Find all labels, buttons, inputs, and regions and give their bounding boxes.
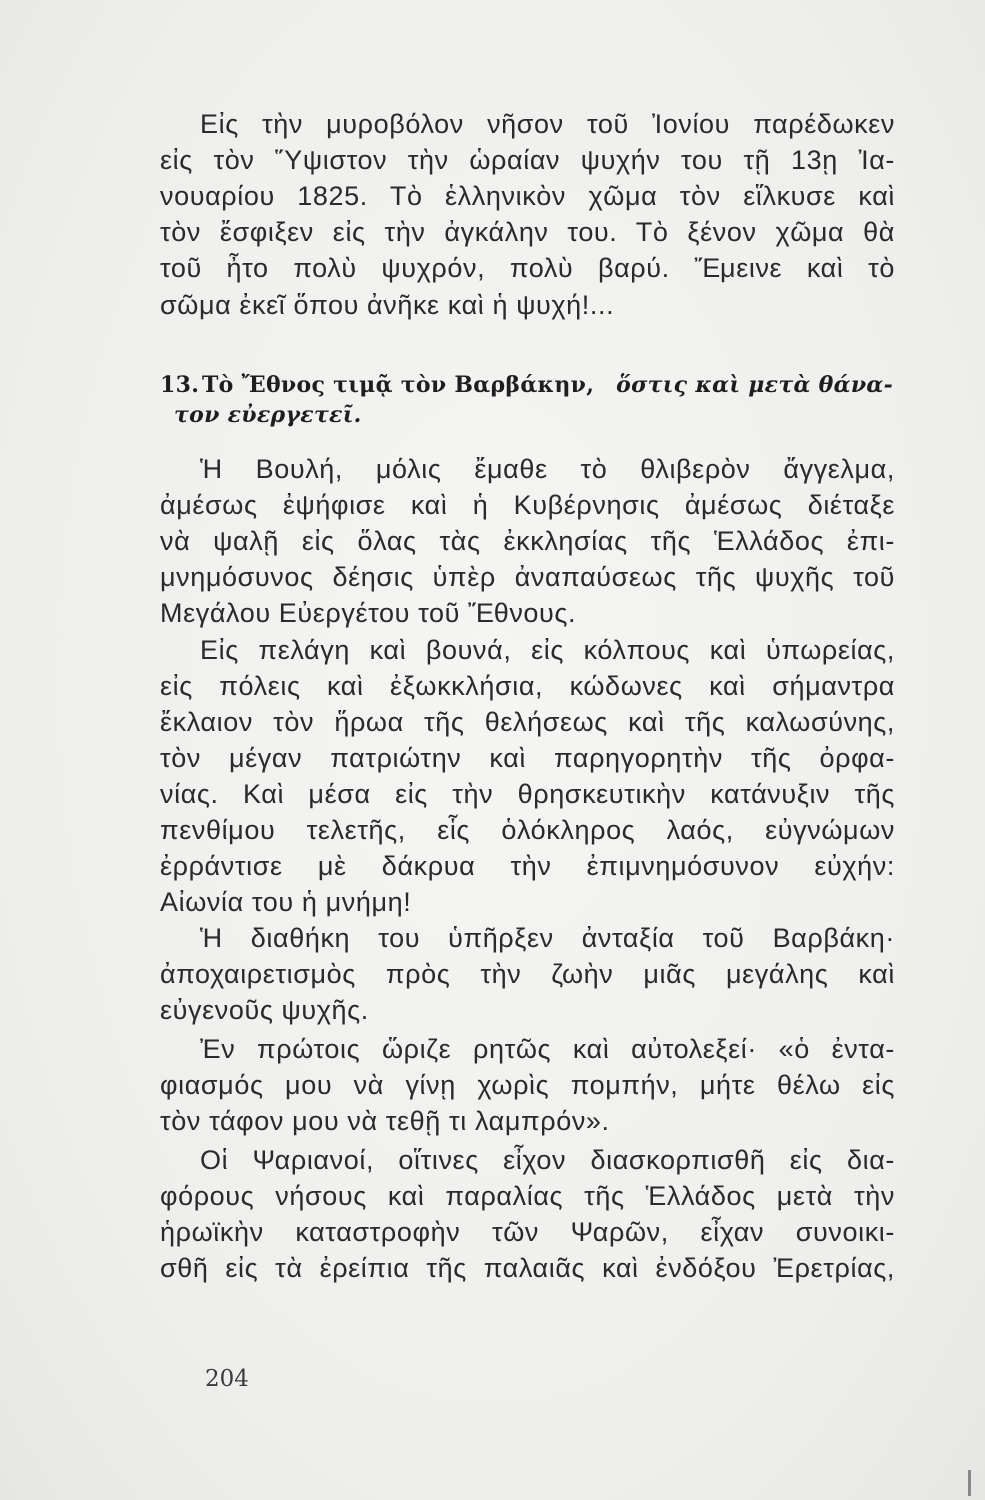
text-line: Εἰς πελάγη καὶ βουνά, εἰς κόλπους καὶ ὑπωρείας, [200,635,895,665]
text-line: Ἡ διαθήκη του ὑπῆρξεν ἀνταξία τοῦ Βαρβάκη· [200,923,895,953]
section-title-italic: ὅστις καὶ μετὰ θάνα- [616,372,894,398]
section-title-line-1 [202,370,893,400]
text-line: νίας. Καὶ μέσα εἰς τὴν θρησκευτικὴν κατάνυξιν τῆς [160,779,895,809]
text-line: Οἱ Ψαριανοί, οἵτινες εἶχον διασκορπισθῆ εἰς δια- [200,1145,895,1175]
section-title-line-2: τον εὐεργετεῖ. [174,402,362,428]
text-line: τὸν ἔσφιξεν εἰς τὴν ἀγκάλην του. Τὸ ξένον χῶμα θὰ [160,217,895,247]
text-line: εὐγενοῦς ψυχῆς. [160,995,369,1025]
text-line: τοῦ ἦτο πολὺ ψυχρόν, πολὺ βαρύ. Ἔμεινε καὶ τὸ [160,253,895,283]
text-line: φιασμός μου νὰ γίνῃ χωρὶς πομπήν, μήτε θέλω εἰς [160,1070,895,1100]
text-line: ἀμέσως ἐψήφισε καὶ ἡ Κυβέρνησις ἀμέσως διέταξε [160,490,895,520]
text-line: ἡρωϊκὴν καταστροφὴν τῶν Ψαρῶν, εἶχαν συνοικι- [160,1217,895,1247]
text-line: Αἰωνία του ἡ μνήμη! [160,887,412,917]
text-line: νουαρίου 1825. Τὸ ἑλληνικὸν χῶμα τὸν εἵλκυσε καὶ [160,181,895,211]
scan-edge-mark [968,1470,971,1496]
section-heading [160,370,895,430]
text-line: τὸν τάφον μου νὰ τεθῇ τι λαμπρόν». [160,1106,610,1136]
text-line: μνημόσυνος δέησις ὑπὲρ ἀναπαύσεως τῆς ψυχῆς τοῦ [160,562,895,592]
text-line: φόρους νήσους καὶ παραλίας τῆς Ἑλλάδος μετὰ τὴν [160,1181,895,1211]
page-number: 204 [205,1366,249,1392]
text-line: Εἰς τὴν μυροβόλον νῆσον τοῦ Ἰονίου παρέδωκεν [200,109,895,139]
text-line: ἔκλαιον τὸν ἥρωα τῆς θελήσεως καὶ τῆς καλωσύνης, [160,707,895,737]
section-number: 13. [160,372,200,398]
text-line: Μεγάλου Εὐεργέτου τοῦ Ἔθνους. [160,598,577,628]
text-line: εἰς τὸν Ὕψιστον τὴν ὡραίαν ψυχήν του τῇ 13ῃ Ἰα- [160,145,895,175]
text-line: πενθίμου τελετῆς, εἷς ὁλόκληρος λαός, εὐγνώμων [160,815,895,845]
text-line: νὰ ψαλῇ εἰς ὅλας τὰς ἐκκλησίας τῆς Ἑλλάδος ἐπι- [160,526,895,556]
text-line: Ἐν πρώτοις ὥριζε ρητῶς καὶ αὐτολεξεί· «ὁ ἐντα- [200,1034,895,1064]
text-line: Ἡ Βουλή, μόλις ἔμαθε τὸ θλιβερὸν ἄγγελμα, [200,454,895,484]
section-title-plain: Τὸ Ἔθνος τιμᾷ τὸν Βαρβάκην, [202,372,595,398]
text-line: σθῆ εἰς τὰ ἐρείπια τῆς παλαιᾶς καὶ ἐνδόξου Ἐρετρίας, [160,1253,895,1283]
text-line: σῶμα ἐκεῖ ὅπου ἀνῆκε καὶ ἡ ψυχή!... [160,290,615,320]
text-line: ἐρράντισε μὲ δάκρυα τὴν ἐπιμνημόσυνον εὐχήν: [160,851,895,881]
text-line: τὸν μέγαν πατριώτην καὶ παρηγορητὴν τῆς ὀρφα- [160,743,895,773]
text-line: ἀποχαιρετισμὸς πρὸς τὴν ζωὴν μιᾶς μεγάλης καὶ [160,959,895,989]
text-line: εἰς πόλεις καὶ ἐξωκκλήσια, κώδωνες καὶ σήμαντρα [160,671,895,701]
